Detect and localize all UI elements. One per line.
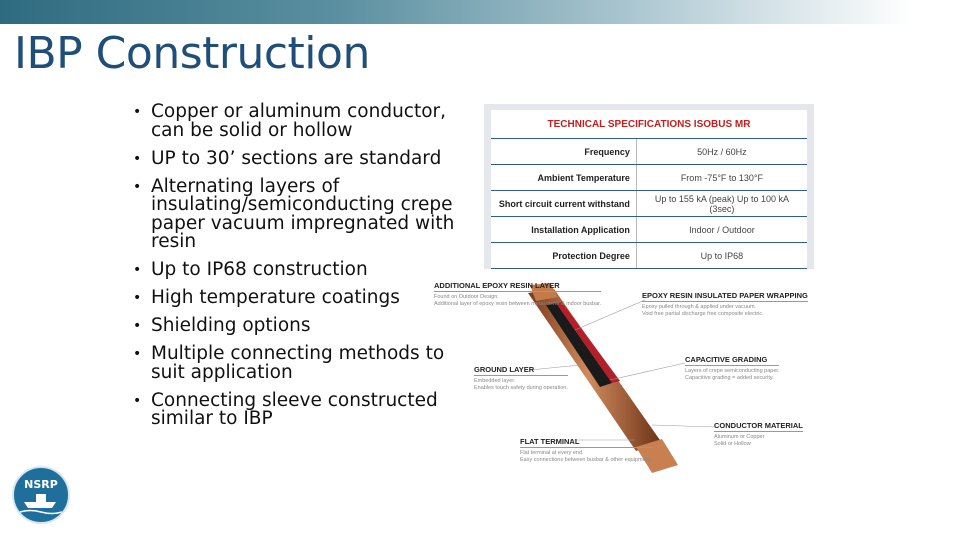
callout-flat-terminal — [520, 437, 652, 464]
spec-table-heading: TECHNICAL SPECIFICATIONS ISOBUS MR — [491, 110, 807, 139]
callout-item: Flat terminal at every end. — [520, 450, 584, 456]
bullet-dot-icon: • — [133, 150, 142, 167]
bullet-text: Multiple connecting methods to suit application — [151, 343, 445, 383]
bullet-dot-icon: • — [133, 318, 142, 334]
spec-label: Installation Application — [491, 217, 636, 243]
spec-row — [491, 139, 807, 165]
bullet-dot-icon: • — [133, 178, 142, 195]
ship-icon — [12, 466, 70, 524]
bullet-item — [133, 103, 468, 140]
callout-item: Solid or Hollow — [714, 441, 751, 447]
callout-heading: GROUND LAYER — [474, 365, 568, 376]
callout-heading: FLAT TERMINAL — [520, 437, 652, 448]
bullet-item — [133, 389, 468, 429]
bullet-item — [133, 289, 468, 308]
callout-item: Void free partial discharge free composite electric. — [642, 311, 764, 317]
spec-row — [491, 191, 807, 217]
bullet-item — [133, 317, 468, 336]
callout-item: Aluminum or Copper — [714, 434, 765, 440]
callout-heading: CAPACITIVE GRADING — [685, 355, 779, 366]
spec-value: Indoor / Outdoor — [636, 217, 807, 243]
nsrp-logo — [12, 466, 70, 524]
slide-title: IBP Construction — [14, 28, 370, 79]
callout-item: Layers of crepe semiconducting paper. — [685, 368, 780, 374]
spec-row — [491, 165, 807, 191]
busbar-diagram — [430, 275, 810, 485]
spec-value: Up to IP68 — [636, 243, 807, 269]
bullet-item — [133, 147, 468, 169]
callout-item: Epoxy pulled through & applied under vacuum. — [642, 304, 757, 310]
bullet-dot-icon: • — [133, 346, 142, 362]
logo-text: NSRP — [24, 478, 58, 491]
bullet-item — [133, 345, 468, 382]
spec-value: From -75°F to 130°F — [636, 165, 807, 191]
bullet-dot-icon: • — [133, 392, 142, 409]
bullet-text: Alternating layers of insulating/semiconducting crepe paper vacuum impregnated with resin — [151, 175, 455, 252]
bullet-list — [133, 103, 468, 438]
spec-label: Frequency — [491, 139, 636, 165]
spec-label: Protection Degree — [491, 243, 636, 269]
bullet-dot-icon: • — [133, 262, 142, 278]
spec-table-panel — [484, 104, 814, 269]
callout-conductor-material — [714, 421, 803, 448]
spec-row — [491, 243, 807, 269]
bullet-text: High temperature coatings — [151, 287, 400, 308]
spec-label: Short circuit current withstand — [491, 191, 636, 217]
callout-item: Easy connections between busbar & other equipment. — [520, 457, 652, 463]
spec-value: 50Hz / 60Hz — [636, 139, 807, 165]
bullet-text: Copper or aluminum conductor, can be solid or hollow — [151, 101, 447, 141]
callout-capacitive-grading — [685, 355, 779, 382]
callout-heading: EPOXY RESIN INSULATED PAPER WRAPPING — [642, 291, 808, 300]
callout-item: Embedded layer. — [474, 378, 516, 384]
callout-item: Enables touch safety during operation. — [474, 385, 568, 391]
bullet-dot-icon: • — [133, 290, 142, 306]
bullet-text: Up to IP68 construction — [151, 259, 368, 280]
callout-heading: ADDITIONAL EPOXY RESIN LAYER — [434, 281, 601, 292]
bullet-text: UP to 30’ sections are standard — [151, 147, 442, 169]
bullet-item — [133, 175, 468, 252]
bullet-text: Shielding options — [151, 315, 311, 336]
spec-table — [491, 110, 807, 269]
callout-ground-layer — [474, 365, 568, 392]
callout-item: Capacitive grading = added security. — [685, 375, 774, 381]
callout-insulated-paper — [642, 291, 808, 318]
bullet-text: Connecting sleeve constructed similar to IBP — [151, 389, 438, 429]
header-gradient-bar — [0, 0, 960, 24]
callout-heading: CONDUCTOR MATERIAL — [714, 421, 803, 430]
callout-epoxy-layer — [434, 281, 601, 308]
bullet-item — [133, 261, 468, 280]
callout-item: Found on Outdoor Design. — [434, 294, 499, 300]
bullet-dot-icon: • — [133, 104, 142, 120]
callout-item: Additional layer of epoxy resin between metal cover & indoor busbar. — [434, 301, 602, 307]
spec-value: Up to 155 kA (peak) Up to 100 kA (3sec) — [636, 191, 807, 217]
spec-row — [491, 217, 807, 243]
spec-label: Ambient Temperature — [491, 165, 636, 191]
